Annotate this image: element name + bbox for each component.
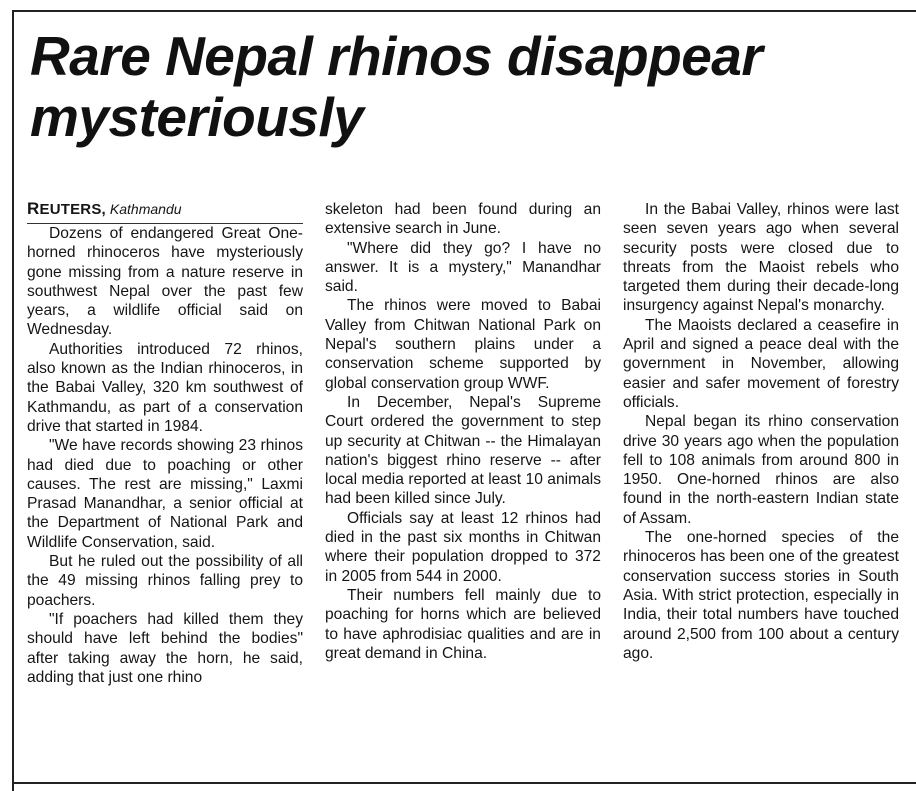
- paragraph: In the Babai Valley, rhinos were last seen seven years ago when several security posts were closed due to threats from the Maoist rebels who targeted them during their decade-long insurgency against Nepal's monarchy.: [623, 201, 899, 315]
- headline: Rare Nepal rhinos disappear mysteriously: [30, 25, 763, 148]
- paragraph: Officials say at least 12 rhinos had died in the past six months in Chitwan where their population dropped to 372 in 2005 from 544 in 2000.: [325, 509, 601, 585]
- paragraph: The one-horned species of the rhinoceros has been one of the greatest conservation success stories in South Asia. With strict protection, especially in India, their total numbers have touched around 2,500 from 100 about a century ago.: [623, 529, 899, 662]
- paragraph: "Where did they go? I have no answer. It is a mystery," Manandhar said.: [325, 239, 601, 296]
- article-column-3: [623, 200, 899, 663]
- paragraph-continued: skeleton had been found during an extensive search in June.: [325, 201, 601, 238]
- paragraph: Authorities introduced 72 rhinos, also known as the Indian rhinoceros, in the Babai Valley, 320 km southwest of Kathmandu, as part of a conservation drive that started in 1984.: [27, 340, 303, 435]
- paragraph: Their numbers fell mainly due to poaching for horns which are believed to have aphrodisiac qualities and are in great demand in China.: [325, 586, 601, 662]
- article-column-1: [27, 200, 303, 687]
- paragraph: Dozens of endangered Great One-horned rhinoceros have mysteriously gone missing from a nature reserve in southwest Nepal over the past few years, a wildlife official said on Wednesday.: [27, 225, 303, 339]
- paragraph: "If poachers had killed them they should have left behind the bodies" after taking away the horn, he said, adding that just one rhino: [27, 610, 303, 686]
- byline-dateline: Kathmandu: [109, 201, 182, 217]
- byline: [27, 200, 303, 224]
- top-rule: [12, 10, 916, 12]
- paragraph: "We have records showing 23 rhinos had died due to poaching or other causes. The rest are missing," Laxmi Prasad Manandhar, a senior official at the Department of National Park and Wildlife Conservation, said.: [27, 437, 303, 551]
- byline-agency: REUTERS,: [27, 199, 106, 218]
- left-rule: [12, 10, 14, 791]
- bottom-rule: [12, 782, 916, 784]
- paragraph: But he ruled out the possibility of all the 49 missing rhinos falling prey to poachers.: [27, 553, 303, 609]
- article-column-2: [325, 200, 601, 663]
- paragraph: The rhinos were moved to Babai Valley from Chitwan National Park on Nepal's southern plains under a conservation scheme supported by global conservation group WWF.: [325, 297, 601, 392]
- paragraph: Nepal began its rhino conservation drive 30 years ago when the population fell to 108 animals from around 800 in 1950. One-horned rhinos are also found in the north-eastern Indian state of Assam.: [623, 413, 899, 527]
- paragraph: In December, Nepal's Supreme Court ordered the government to step up security at Chitwan -- the Himalayan nation's biggest rhino reserve -- after local media reported at least 10 animals had been killed since July.: [325, 393, 601, 508]
- paragraph: The Maoists declared a ceasefire in April and signed a peace deal with the government in November, allowing easier and safer movement of forestry officials.: [623, 316, 899, 411]
